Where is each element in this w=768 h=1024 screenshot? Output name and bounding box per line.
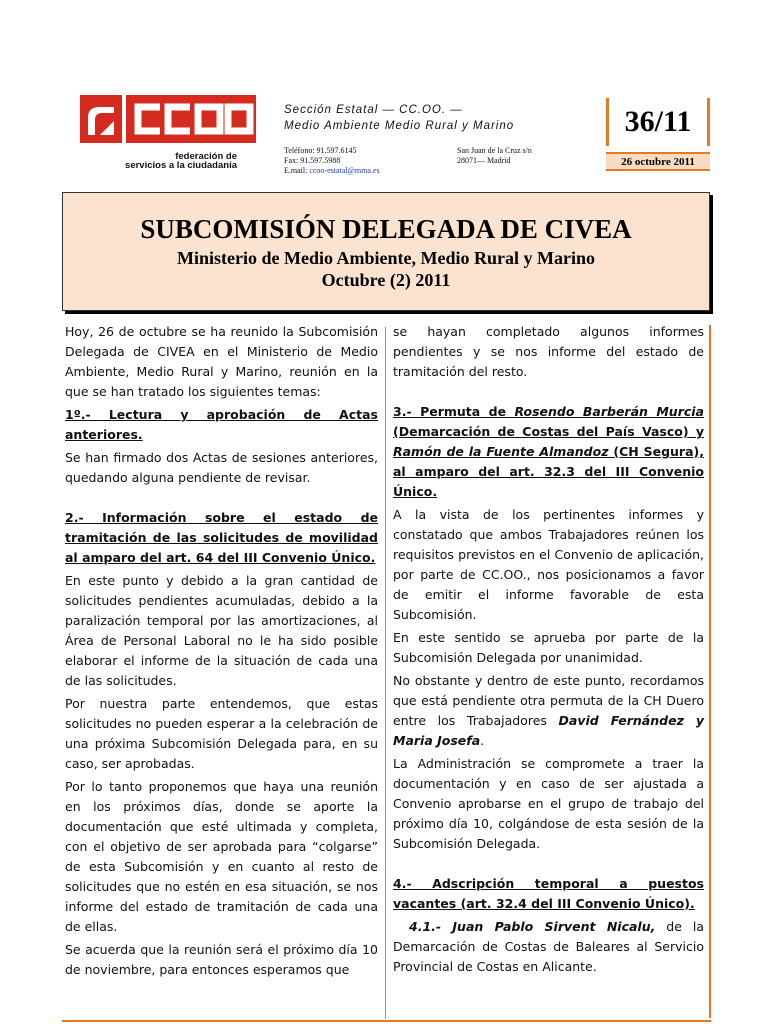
heading-item-4: 4.- Adscripción temporal a puestos vacantes (art. 32.4 del III Convenio Único). [393, 876, 704, 911]
paragraph-item-3c [393, 671, 704, 751]
column-divider [385, 327, 386, 1019]
paragraph-item-2b: Por nuestra parte entendemos, que estas solicitudes no pueden esperar a la celebración de una próxima Subcomisión Delegada para, en su caso, ser aprobadas. [65, 696, 378, 771]
heading-3-middle-1: (Demarcación de Costas del País Vasco) y [393, 424, 704, 439]
heading-3-middle-2: (CH Segura), al amparo del art. 32.3 del III Convenio Único. [393, 444, 704, 499]
heading-item-3 [393, 402, 704, 502]
federation-line-2: servicios a la ciudadanía [125, 160, 237, 171]
paragraph-item-3d: La Administración se compromete a traer la documentación y en caso de ser ajustada a Convenio aprobarse en el grupo de trabajo del próximo día 10, colgándose de esta sesión de la Subcomisión Delegada. [393, 756, 704, 851]
section-line-1: Sección Estatal — CC.OO. — [284, 104, 463, 116]
phone: Teléfono: 91.597.6145 [284, 146, 357, 155]
banner-date: Octubre (2) 2011 [321, 270, 451, 290]
fax: Fax: 91.597.5988 [284, 156, 341, 165]
email-label: E.mail: [284, 166, 310, 175]
paragraph-item-3a: A la vista de los pertinentes informes y constatado que ambos Trabajadores reúnen los requisitos previstos en el Convenio de aplicación, por parte de CC.OO., nos posicionamos a favor de emitir el informe favorable de esta Subcomisión. [393, 507, 704, 622]
email-line [284, 166, 380, 176]
heading-3-name-2: Ramón de la Fuente Almandoz [393, 444, 609, 459]
paragraph-item-4-1 [393, 917, 704, 977]
ccoo-logo [80, 95, 256, 143]
address-line-1: San Juan de la Cruz s/n [457, 146, 532, 155]
federation-line-1: federación de [175, 151, 237, 162]
paragraph-continued: se hayan completado algunos informes pendientes y se nos informe del estado de tramitación del resto. [393, 324, 704, 379]
title-banner [62, 192, 710, 311]
item-4-1-name: Juan Pablo Sirvent Nicalu, [452, 919, 656, 934]
right-column [393, 322, 704, 980]
left-column [65, 322, 378, 983]
section-title [284, 102, 514, 134]
paragraph-item-2a: En este punto y debido a la gran cantidad de solicitudes pendientes acumuladas, debido a la paralización temporal por las amortizaciones, al Área de Personal Laboral no le ha sido posible elaborar el informe de la situación de cada una de las solicitudes. [65, 573, 378, 688]
paragraph-3c-end: . [480, 733, 485, 748]
federation-text [92, 152, 237, 170]
issue-date: 26 octubre 2011 [606, 152, 710, 171]
ccoo-logo-icon [80, 95, 256, 143]
address [457, 146, 532, 166]
item-4-1-number: 4.1.- [409, 919, 453, 934]
section-line-2: Medio Ambiente Medio Rural y Marino [284, 120, 515, 132]
paragraph-item-2d: Se acuerda que la reunión será el próximo día 10 de noviembre, para entonces esperamos que [65, 942, 378, 977]
paragraph-item-1: Se han firmado dos Actas de sesiones anteriores, quedando alguna pendiente de revisar. [65, 450, 378, 485]
issue-number: 36/11 [606, 98, 710, 146]
item-4-1-text: de la Demarcación de Costas de Baleares al Servicio Provincial de Costas en Alicante. [393, 919, 704, 974]
paragraph-item-2c: Por lo tanto proponemos que haya una reunión en los próximos días, donde se aporte la documentación que esté ultimada y completa, con el objetivo de ser aprobada para “colgarse” de esta Subcomisión y en cuanto al resto de solicitudes que no estén en esa situación, se nos informe del estado de tramitación de cada una de ellas. [65, 779, 378, 934]
heading-3-name-1: Rosendo Barberán Murcia [514, 404, 704, 419]
banner-title: SUBCOMISIÓN DELEGADA DE CIVEA [140, 214, 632, 244]
heading-3-prefix: 3.- Permuta de [393, 404, 515, 419]
heading-item-1: 1º.- Lectura y aprobación de Actas anteriores. [65, 407, 378, 442]
banner-subtitle: Ministerio de Medio Ambiente, Medio Rural y Marino [177, 248, 595, 268]
intro-paragraph: Hoy, 26 de octubre se ha reunido la Subcomisión Delegada de CIVEA en el Ministerio de Medio Ambiente, Medio Rural y Marino, reunión en la que se han tratado los siguientes temas: [65, 324, 378, 399]
paragraph-3c-text: No obstante y dentro de este punto, recordamos que está pendiente otra permuta de la CH Duero entre los Trabajadores [393, 673, 704, 728]
address-line-2: 28071— Madrid [457, 156, 511, 165]
heading-item-2: 2.- Información sobre el estado de tramitación de las solicitudes de movilidad al amparo del art. 64 del III Convenio Único. [65, 510, 378, 565]
email-link[interactable]: ccoo-estatal@mma.es [309, 166, 380, 175]
paragraph-3c-names: David Fernández y Maria Josefa [393, 713, 704, 748]
paragraph-item-3b: En este sentido se aprueba por parte de la Subcomisión Delegada por unanimidad. [393, 630, 704, 665]
bottom-border [62, 1020, 711, 1022]
right-border [709, 325, 711, 1018]
contact-info [284, 146, 380, 176]
